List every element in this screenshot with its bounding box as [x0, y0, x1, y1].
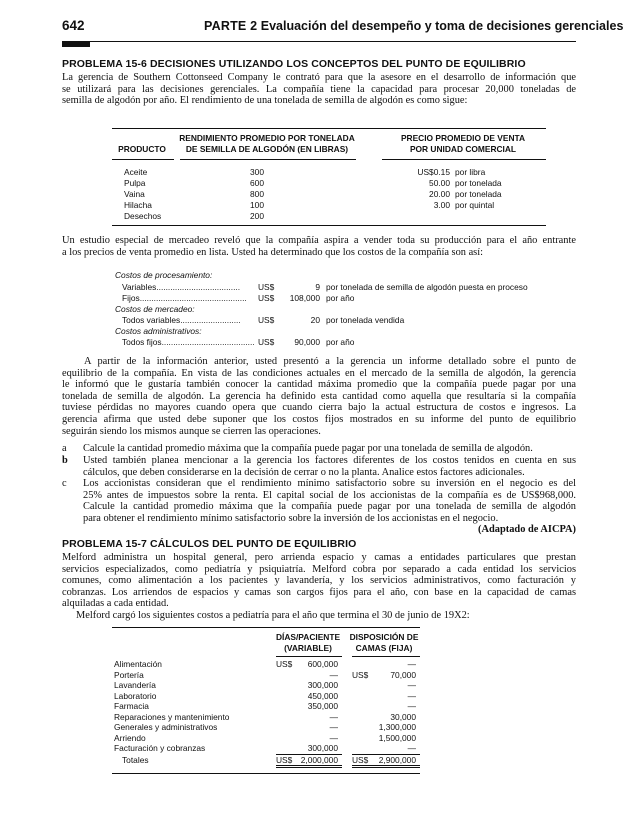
table-top-rule [112, 128, 546, 129]
table-cell-yield: 100 [250, 200, 264, 210]
col-rule-product [112, 159, 174, 160]
question-line: 25% antes de impuestos sobre la renta. El capital social de los accionistas de la compañía es de US$968,000. [83, 489, 576, 501]
table-row-variable: — [329, 669, 338, 680]
col-header-yield-line2: DE SEMILLA DE ALGODÓN (EN LIBRAS) [185, 144, 349, 154]
table-cell-unit: por libra [455, 167, 486, 177]
question-c [83, 478, 576, 524]
all-variable-label [122, 315, 241, 325]
totals-currency: US$ [352, 755, 369, 765]
intro-line: alquiladas a cada entidad. [62, 598, 169, 610]
table-row-label: Farmacia [114, 701, 149, 711]
col-header-line2: CAMAS (FIJA) [355, 643, 413, 653]
table-row-label: Generales y administrativos [114, 722, 218, 732]
table-row-fixed: 1,300,000 [378, 722, 416, 732]
question-line: para obtener el rendimiento mínimo satisfactorio sobre la inversión de los accionistas en el negocio. [83, 512, 499, 524]
table-row-variable: 350,000 [307, 701, 338, 711]
table-row-label: Lavandería [114, 680, 156, 690]
problem-15-7-heading: PROBLEMA 15-7 CÁLCULOS DEL PUNTO DE EQUILIBRIO [62, 538, 357, 550]
totals-label: Totales [122, 755, 149, 765]
intro-line: Melford cargó los siguientes costos a pediatría para el año que termina el 30 de junio de 19X2: [76, 609, 470, 621]
col-rule-price [382, 159, 546, 160]
study-line: a los precios de venta promedio en lista. Usted ha determinado que los costos de la compañía son así: [62, 246, 483, 258]
table-cell-yield: 300 [250, 167, 264, 177]
page-number: 642 [62, 18, 85, 33]
table-row-variable: — [329, 722, 338, 732]
intro-line: comunes, como alimentación a los pacientes y lavandería, y los servicios administrativos, como facturación y [62, 575, 576, 587]
col-header-price [380, 133, 546, 155]
leader-dots: .............................................. [139, 293, 247, 303]
all-fixed-amount: 90,000 [294, 337, 320, 347]
study-line: Un estudio especial de mercadeo reveló que la compañía aspira a vender toda su producción para el año entrante [62, 235, 576, 246]
question-line: cálculos, que deben considerarse en la decisión de cerrar o no la planta. Analice estos factores adicionales. [83, 466, 525, 478]
analysis-line: A partir de la información anterior, usted presentó a la gerencia un informe detallado sobre el punto de [84, 356, 576, 367]
market-study-paragraph [62, 235, 576, 258]
col-rule-yield [180, 159, 356, 160]
table-cell-yield: 600 [250, 178, 264, 188]
intro-line: semilla de algodón por año. El rendimiento de una tonelada de semilla de algodón es como sigue: [62, 95, 468, 107]
table-row-label: Reparaciones y mantenimiento [114, 711, 230, 722]
admin-costs-label: Costos administrativos: [115, 326, 202, 336]
source-note: (Adaptado de AICPA) [478, 524, 576, 535]
variables-amount: 9 [315, 282, 320, 292]
table-row-label: Alimentación [114, 659, 162, 669]
table-row-fixed: — [407, 701, 416, 711]
intro-line: cobranzas. Los arriendos de espacios y camas son cargos fijos para el año, con base en la capacidad de camas [62, 586, 576, 598]
table-cell-product: Desechos [124, 211, 162, 221]
question-a [83, 443, 576, 455]
table-row-currency: US$ [352, 669, 369, 680]
question-letter: a [62, 443, 67, 454]
col-header-price-line1: PRECIO PROMEDIO DE VENTA [400, 133, 526, 143]
cost-table-bottom-rule [112, 773, 420, 774]
table-row-variable: — [329, 732, 338, 743]
table-cell-unit: por tonelada [455, 178, 502, 188]
table-row-label: Laboratorio [114, 690, 157, 701]
col-header-price-line2: POR UNIDAD COMERCIAL [409, 144, 517, 154]
table-cell-product: Hilacha [124, 200, 152, 210]
table-row-fixed: — [407, 690, 416, 701]
variables-currency: US$ [258, 282, 275, 292]
analysis-line: tonelada de semilla de algodón. La gerencia ha definido esta cantidad como aquella que resultaría si la compañía [62, 390, 576, 402]
table-cell-price: 3.00 [433, 200, 450, 210]
header-block-marker [62, 41, 90, 47]
analysis-line: tuviese pérdidas no mayores cuando opera que cuando cierra bajo la actual estructura de costos e ingresos. La [62, 402, 576, 414]
cost-table-top-rule [112, 627, 420, 628]
table-row-variable: 450,000 [307, 690, 338, 701]
all-fixed-text: Todos fijos [122, 337, 162, 347]
col-header-bed-capacity [348, 632, 420, 654]
fixed-description: por año [326, 293, 355, 303]
leader-dots: .......................... [180, 315, 241, 325]
intro-line: se utilizará para las decisiones gerenciales. La compañía tiene la capacidad para procesar 20,000 toneladas de [62, 83, 576, 95]
table-cell-price: 20.00 [429, 189, 450, 199]
all-fixed-currency: US$ [258, 337, 275, 347]
table-row-variable: 300,000 [307, 743, 338, 753]
fixed-label [122, 293, 247, 303]
leader-dots: .................................... [156, 282, 241, 292]
analysis-line: equilibrio de la compañía. En vista de las condiciones actuales en el mercado de la semilla de algodón, la gerencia [62, 367, 576, 379]
intro-line: Melford administra un hospital general, pero arrienda espacio y camas a entidades particulares que prestan [62, 552, 576, 563]
all-variable-amount: 20 [310, 315, 320, 325]
table-row-label: Portería [114, 669, 144, 680]
col-rule-fixed [352, 656, 420, 657]
fixed-amount: 108,000 [289, 293, 320, 303]
question-line: Los accionistas consideran que el rendimiento mínimo satisfactorio sobre su inversión en el negocio es del [83, 478, 576, 489]
analysis-line: seguirán siendo los mismos aunque se cierren las operaciones. [62, 425, 321, 437]
table-cell-product: Aceite [124, 167, 148, 177]
totals-currency: US$ [276, 755, 293, 765]
table-row-fixed: 1,500,000 [378, 732, 416, 743]
processing-costs-label: Costos de procesamiento: [115, 270, 213, 280]
table-cell-yield: 200 [250, 211, 264, 221]
col-header-product: PRODUCTO [118, 144, 166, 154]
table-cell-unit: por quintal [455, 200, 495, 210]
totals-variable [276, 755, 342, 768]
problem-15-7-intro [62, 552, 576, 622]
all-fixed-description: por año [326, 337, 355, 347]
leader-dots: ........................................ [161, 337, 255, 347]
fixed-text: Fijos [122, 293, 140, 303]
table-row-currency: US$ [276, 659, 293, 669]
table-row-variable: 600,000 [307, 659, 338, 669]
all-fixed-label [122, 337, 255, 347]
fixed-currency: US$ [258, 293, 275, 303]
all-variable-text: Todos variables [122, 315, 181, 325]
analysis-line: le informó que le gustaría también conocer la cantidad máxima promedio que la compañía puede pagar por una [62, 379, 576, 391]
table-bottom-rule [112, 225, 546, 226]
table-row-fixed: — [407, 659, 416, 669]
question-b [83, 455, 576, 478]
table-cell-price: 50.00 [429, 178, 450, 188]
intro-line: servicios especializados, como pediatría y psiquiatría. Melford cobra por separado a cada entidad los servicios [62, 563, 576, 575]
analysis-paragraph [62, 356, 576, 437]
intro-line: La gerencia de Southern Cottonseed Company le contrató para que la asesore en el desarrollo de información que [62, 72, 576, 83]
table-cell-price: US$0.15 [417, 167, 450, 177]
totals-fixed-amount: 2,900,000 [378, 755, 416, 765]
table-row-fixed: 30,000 [390, 711, 416, 722]
problem-15-6-intro [62, 72, 576, 107]
table-row-label: Facturación y cobranzas [114, 743, 206, 753]
running-header [204, 19, 623, 33]
table-row-label: Arriendo [114, 732, 146, 743]
header-rule [62, 41, 576, 42]
analysis-line: gerencia afirma que usted debe suponer que los costos fijos mostrados en su informe del punto de equilibrio [62, 413, 576, 425]
variables-label [122, 282, 240, 292]
part-label: PARTE 2 [204, 19, 258, 33]
table-row-variable: 300,000 [307, 680, 338, 690]
question-line: Usted también planea mencionar a la gerencia los factores diferentes de los costos tenidos en cuenta en sus [83, 455, 576, 466]
marketing-costs-label: Costos de mercadeo: [115, 304, 195, 314]
table-cell-unit: por tonelada [455, 189, 502, 199]
table-row-variable: — [329, 711, 338, 722]
totals-variable-amount: 2,000,000 [300, 755, 338, 765]
all-variable-description: por tonelada vendida [326, 315, 405, 325]
table-cell-yield: 800 [250, 189, 264, 199]
problem-15-6-heading: PROBLEMA 15-6 DECISIONES UTILIZANDO LOS CONCEPTOS DEL PUNTO DE EQUILIBRIO [62, 58, 526, 70]
table-cell-product: Vaina [124, 189, 145, 199]
question-letter: c [62, 478, 67, 489]
variables-text: Variables [122, 282, 157, 292]
variables-description: por tonelada de semilla de algodón puesta en proceso [326, 282, 528, 292]
col-header-line2: (VARIABLE) [284, 643, 332, 653]
col-header-yield [178, 133, 356, 155]
question-line: Calcule la cantidad promedio máxima que la compañía puede pagar por una tonelada de semilla de algodón. [83, 443, 533, 454]
col-header-line1: DÍAS/PACIENTE [275, 632, 341, 642]
question-line: Calcule la cantidad promedio máxima que la compañía puede pagar por una tonelada de semilla de algodón [83, 501, 576, 513]
all-variable-currency: US$ [258, 315, 275, 325]
col-rule-variable [276, 656, 342, 657]
col-header-line1: DISPOSICIÓN DE [349, 632, 419, 642]
table-row-fixed: — [407, 680, 416, 690]
table-row-fixed: 70,000 [390, 669, 416, 680]
header-title: Evaluación del desempeño y toma de decisiones gerenciales [260, 19, 624, 33]
table-cell-product: Pulpa [124, 178, 146, 188]
question-letter: b [62, 455, 68, 466]
col-header-yield-line1: RENDIMIENTO PROMEDIO POR TONELADA [179, 133, 355, 143]
col-header-patient-days [272, 632, 344, 654]
table-row-fixed: — [407, 743, 416, 753]
totals-fixed [352, 755, 420, 768]
